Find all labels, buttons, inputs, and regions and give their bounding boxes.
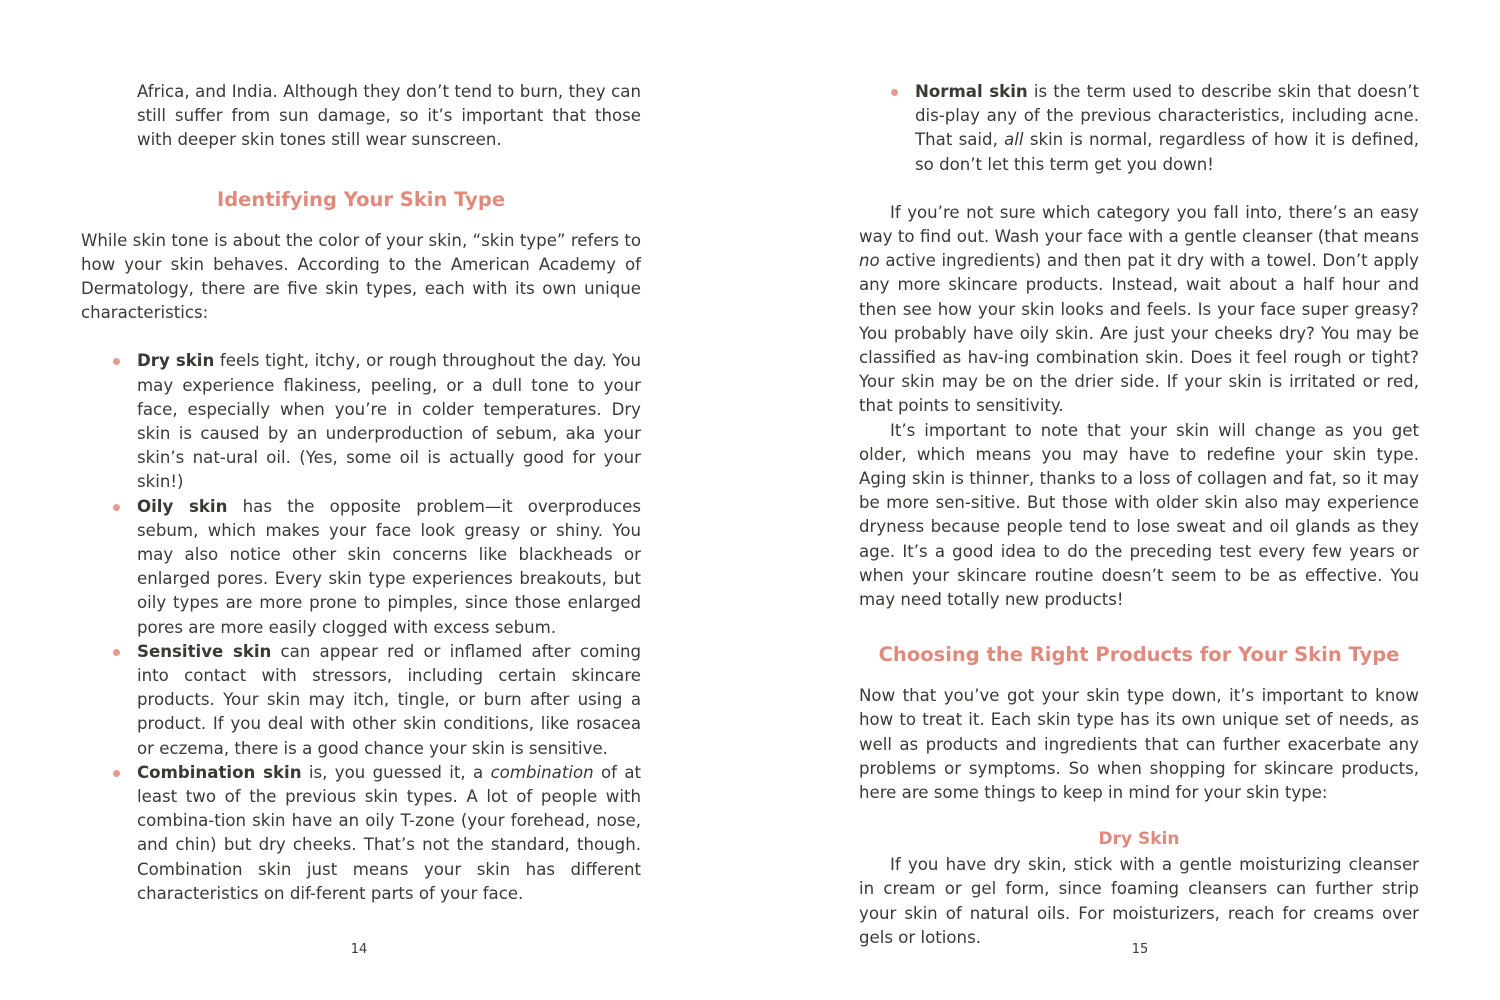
sensitive-skin-description: can appear red or inflamed after coming into contact with stressors, including certain skincare products. Your skin may itch, tingle, or burn after using a product. If you deal with other skin conditions, like rosacea or eczema, there is a good chance your skin is sensitive. [137, 641, 642, 758]
skin-type-intro-paragraph: While skin tone is about the color of your skin, “skin type” refers to how your skin behaves. According to the American Academy of Dermatology, there are five skin types, each with its own unique characteristics: [81, 230, 641, 323]
dry-skin-products-paragraph: If you have dry skin, stick with a gentle moisturizing cleanser in cream or gel form, since foaming cleansers can further strip your skin of natural oils. For moisturizers, reach for creams over gels or lotions. [859, 855, 1419, 947]
no-emphasis: no [859, 251, 880, 271]
bullet-icon [113, 649, 120, 656]
combination-emphasis: combination [490, 762, 594, 782]
list-item-oily-skin [137, 495, 641, 640]
page-number-right: 15 [1131, 942, 1149, 957]
skin-test-paragraph [859, 201, 1419, 419]
skin-type-list [81, 349, 641, 906]
list-item-combination-skin [137, 761, 641, 906]
aging-skin-paragraph: It’s important to note that your skin will change as you get older, which means you may have to redefine your skin type. Aging skin is thinner, thanks to a loss of collagen and fat, so it may be more sen-sitive. But those with older skin also may experience dryness because people tend to lose sweat and oil glands as they age. It’s a good idea to do the preceding test every few years or when your skincare routine doesn’t seem to be as effective. You may need totally new products! [859, 420, 1419, 610]
bullet-icon [113, 358, 120, 365]
term-normal-skin: Normal skin [915, 82, 1028, 101]
subheading-dry-skin: Dry Skin [1098, 829, 1180, 850]
combination-skin-text-after: of at least two of the previous skin types. A lot of people with combina-tion skin have an oily T-zone (your forehead, nose, and chin) but dry cheeks. That’s not the standard, though. Combination skin just means your skin has different characteristics on dif-ferent parts of your face. [137, 762, 641, 903]
products-intro-paragraph: Now that you’ve got your skin type down, it’s important to know how to treat it. Each skin type has its own unique set of needs, as well as products and ingredients that can further exacerbate any problems or symptoms. So when shopping for skincare products, here are some things to keep in mind for your skin type: [859, 686, 1419, 803]
list-item-dry-skin [137, 349, 641, 494]
dry-skin-description: feels tight, itchy, or rough throughout the day. You may experience flakiness, peeling, or a dull tone to your face, especially when you’re in colder temperatures. Dry skin is caused by an underproduction of sebum, aka your skin’s nat-ural oil. (Yes, some oil is actually good for your skin!) [137, 351, 641, 492]
term-sensitive-skin: Sensitive skin [137, 641, 272, 661]
right-page [859, 80, 1419, 950]
normal-skin-text-after: skin is normal, regardless of how it is defined, so don’t let this term get you down! [915, 130, 1420, 174]
left-page [81, 80, 641, 906]
section-heading-choosing-products: Choosing the Right Products for Your Skin Type [878, 643, 1400, 667]
all-emphasis: all [1004, 130, 1024, 150]
bullet-icon [891, 89, 898, 96]
term-combination-skin: Combination skin [137, 762, 302, 782]
combination-skin-text-before: is, you guessed it, a [301, 762, 491, 782]
page-number-left: 14 [350, 942, 368, 957]
list-item-normal-skin [915, 80, 1419, 177]
skin-test-text-after: active ingredients) and then pat it dry with a towel. Don’t apply any more skincare products. Instead, wait about a half hour and then see how your skin looks and feels. Is your face super greasy? You probably have oily skin. Are just your cheeks dry? You may be classified as hav-ing combination skin. Does it feel rough or tight? Your skin may be on the drier side. If your skin is irritated or red, that points to sensitivity. [859, 251, 1419, 416]
term-oily-skin: Oily skin [137, 496, 228, 516]
section-heading-identifying-skin-type: Identifying Your Skin Type [216, 187, 506, 211]
oily-skin-description: has the opposite problem—it overproduces sebum, which makes your face look greasy or shiny. You may also notice other skin concerns like blackheads or enlarged pores. Every skin type experiences breakouts, but oily types are more prone to pimples, since those enlarged pores are more easily clogged with excess sebum. [137, 496, 641, 637]
term-dry-skin: Dry skin [137, 351, 215, 371]
normal-skin-text-before: is the term used to describe skin that doesn’t dis-play any of the previous characteristics, including acne. That said, [915, 82, 1419, 150]
bullet-icon [113, 504, 120, 511]
intro-continued-paragraph: Africa, and India. Although they don’t tend to burn, they can still suffer from sun damage, so it’s important that those with deeper skin tones still wear sunscreen. [137, 82, 641, 150]
bullet-icon [113, 770, 120, 777]
skin-type-list-continued [859, 80, 1419, 177]
skin-test-text-before: If you’re not sure which category you fall into, there’s an easy way to find out. Wash your face with a gentle cleanser (that means [859, 202, 1419, 247]
list-item-sensitive-skin [137, 640, 641, 761]
